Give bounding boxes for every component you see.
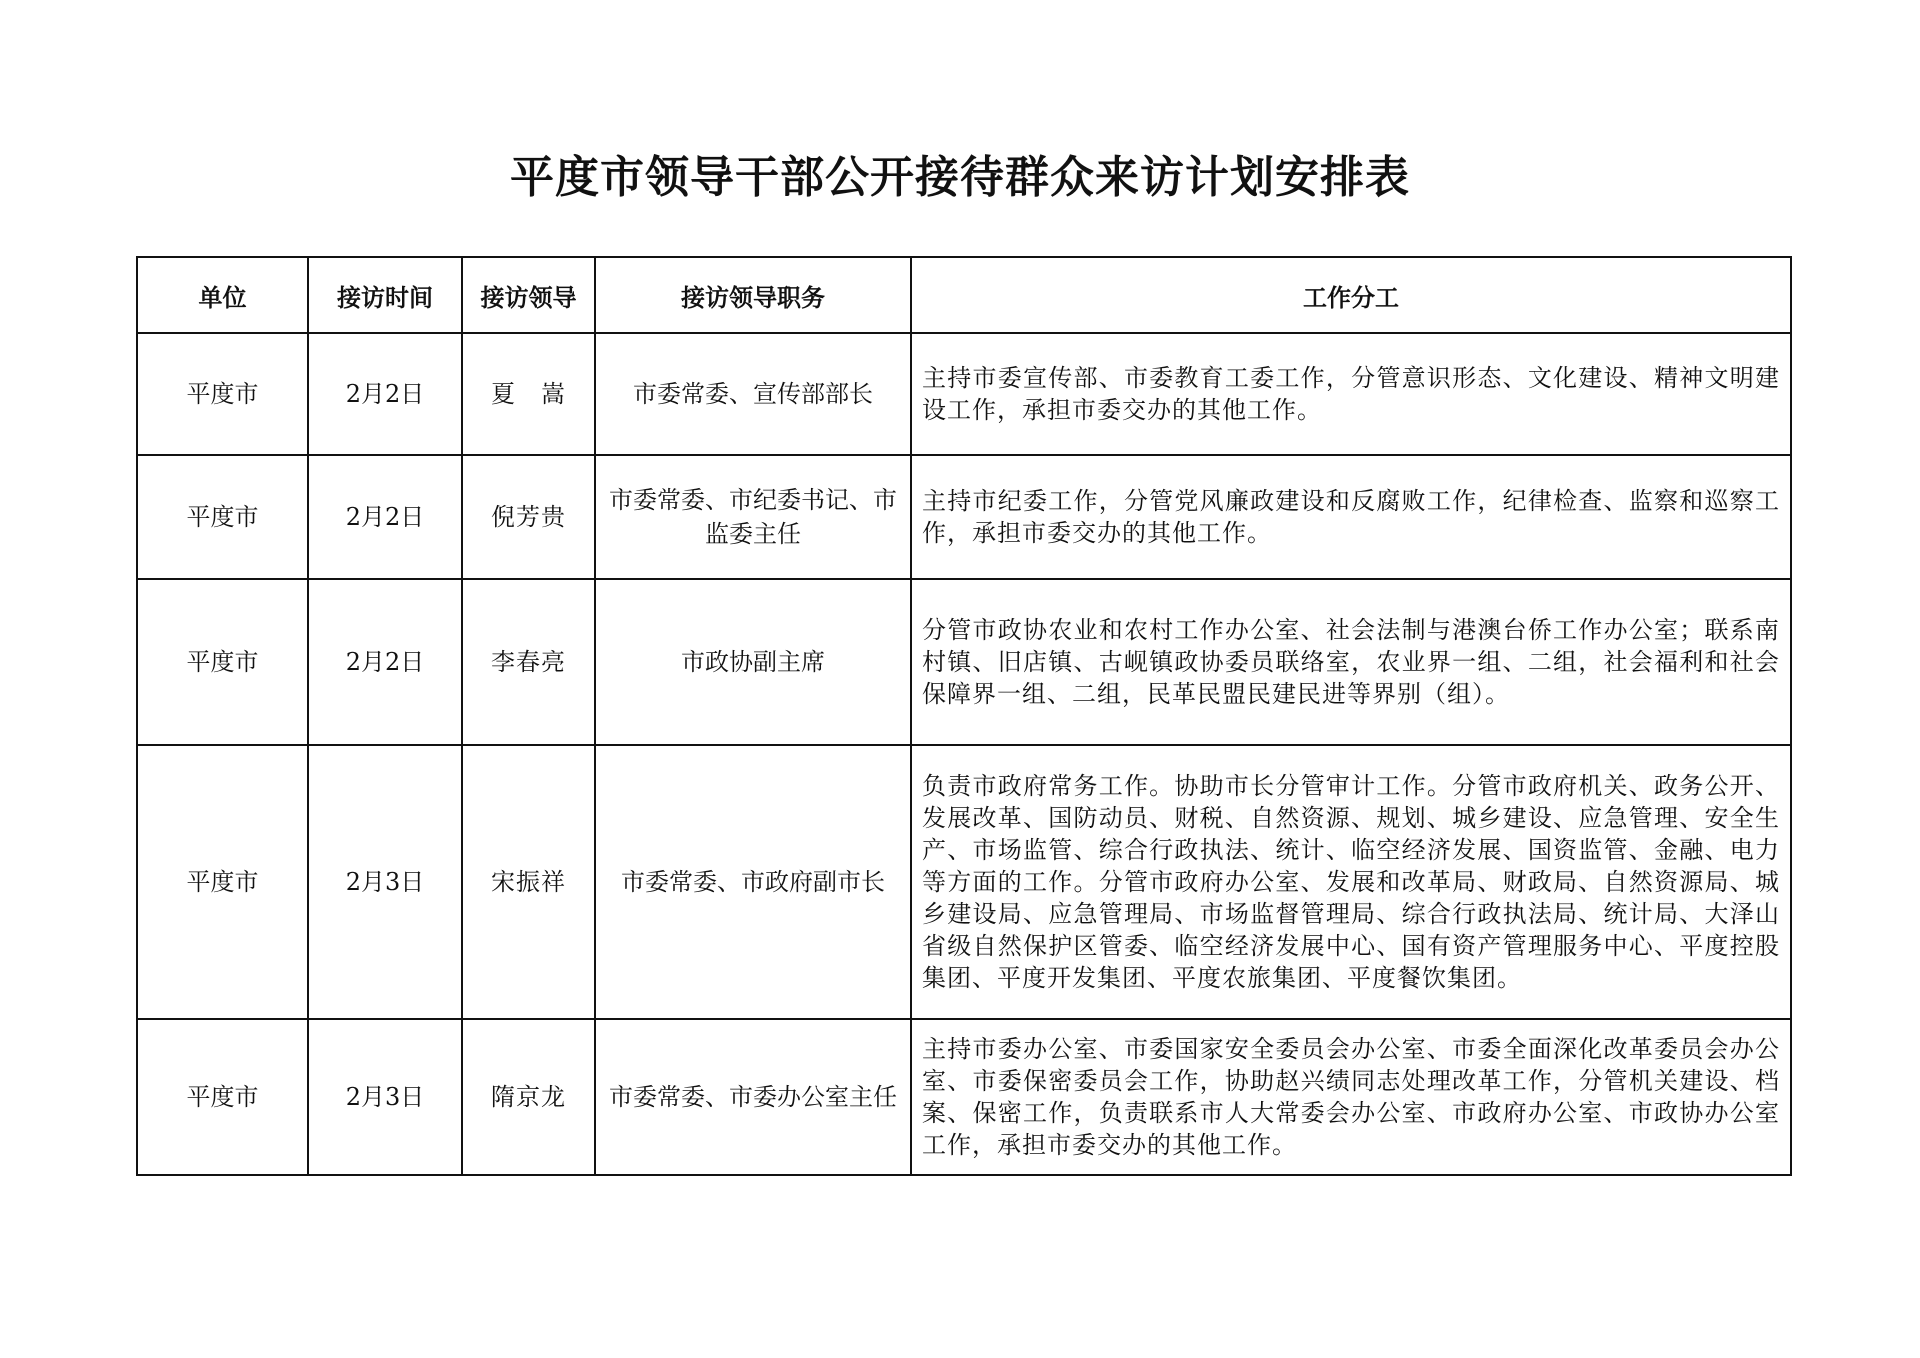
cell-time: 2月2日 bbox=[308, 455, 462, 579]
cell-unit: 平度市 bbox=[137, 455, 308, 579]
cell-unit: 平度市 bbox=[137, 579, 308, 745]
cell-duties: 主持市委办公室、市委国家安全委员会办公室、市委全面深化改革委员会办公室、市委保密委员会工作，协助赵兴绩同志处理改革工作，分管机关建设、档案、保密工作，负责联系市人大常委会办公室、市政府办公室、市政协办公室工作，承担市委交办的其他工作。 bbox=[911, 1019, 1791, 1175]
header-row bbox=[137, 257, 1791, 333]
table-row bbox=[137, 1019, 1791, 1175]
cell-duties: 负责市政府常务工作。协助市长分管审计工作。分管市政府机关、政务公开、发展改革、国防动员、财税、自然资源、规划、城乡建设、应急管理、安全生产、市场监管、综合行政执法、统计、临空经济发展、国资监管、金融、电力等方面的工作。分管市政府办公室、发展和改革局、财政局、自然资源局、城乡建设局、应急管理局、市场监督管理局、综合行政执法局、统计局、大泽山省级自然保护区管委、临空经济发展中心、国有资产管理服务中心、平度控股集团、平度开发集团、平度农旅集团、平度餐饮集团。 bbox=[911, 745, 1791, 1019]
cell-leader: 宋振祥 bbox=[462, 745, 595, 1019]
header-position: 接访领导职务 bbox=[595, 257, 911, 333]
cell-duties: 主持市纪委工作，分管党风廉政建设和反腐败工作，纪律检查、监察和巡察工作，承担市委交办的其他工作。 bbox=[911, 455, 1791, 579]
cell-leader: 隋京龙 bbox=[462, 1019, 595, 1175]
header-duties: 工作分工 bbox=[911, 257, 1791, 333]
cell-duties: 分管市政协农业和农村工作办公室、社会法制与港澳台侨工作办公室；联系南村镇、旧店镇、古岘镇政协委员联络室，农业界一组、二组，社会福利和社会保障界一组、二组，民革民盟民建民进等界别（组）。 bbox=[911, 579, 1791, 745]
cell-unit: 平度市 bbox=[137, 745, 308, 1019]
header-time: 接访时间 bbox=[308, 257, 462, 333]
header-unit: 单位 bbox=[137, 257, 308, 333]
cell-time: 2月2日 bbox=[308, 579, 462, 745]
cell-leader: 李春亮 bbox=[462, 579, 595, 745]
cell-unit: 平度市 bbox=[137, 333, 308, 455]
table-row bbox=[137, 745, 1791, 1019]
table-row bbox=[137, 579, 1791, 745]
cell-position: 市委常委、市委办公室主任 bbox=[595, 1019, 911, 1175]
cell-time: 2月2日 bbox=[308, 333, 462, 455]
cell-leader: 倪芳贵 bbox=[462, 455, 595, 579]
table-body bbox=[137, 333, 1791, 1175]
cell-unit: 平度市 bbox=[137, 1019, 308, 1175]
table-row bbox=[137, 333, 1791, 455]
cell-leader: 夏 嵩 bbox=[462, 333, 595, 455]
cell-position: 市委常委、宣传部部长 bbox=[595, 333, 911, 455]
table-row bbox=[137, 455, 1791, 579]
cell-position: 市政协副主席 bbox=[595, 579, 911, 745]
cell-time: 2月3日 bbox=[308, 1019, 462, 1175]
header-leader: 接访领导 bbox=[462, 257, 595, 333]
cell-position: 市委常委、市纪委书记、市监委主任 bbox=[595, 455, 911, 579]
reception-schedule-table bbox=[136, 256, 1792, 1176]
cell-time: 2月3日 bbox=[308, 745, 462, 1019]
table-header bbox=[137, 257, 1791, 333]
cell-duties: 主持市委宣传部、市委教育工委工作，分管意识形态、文化建设、精神文明建设工作，承担市委交办的其他工作。 bbox=[911, 333, 1791, 455]
cell-position: 市委常委、市政府副市长 bbox=[595, 745, 911, 1019]
document-title: 平度市领导干部公开接待群众来访计划安排表 bbox=[510, 152, 1410, 203]
